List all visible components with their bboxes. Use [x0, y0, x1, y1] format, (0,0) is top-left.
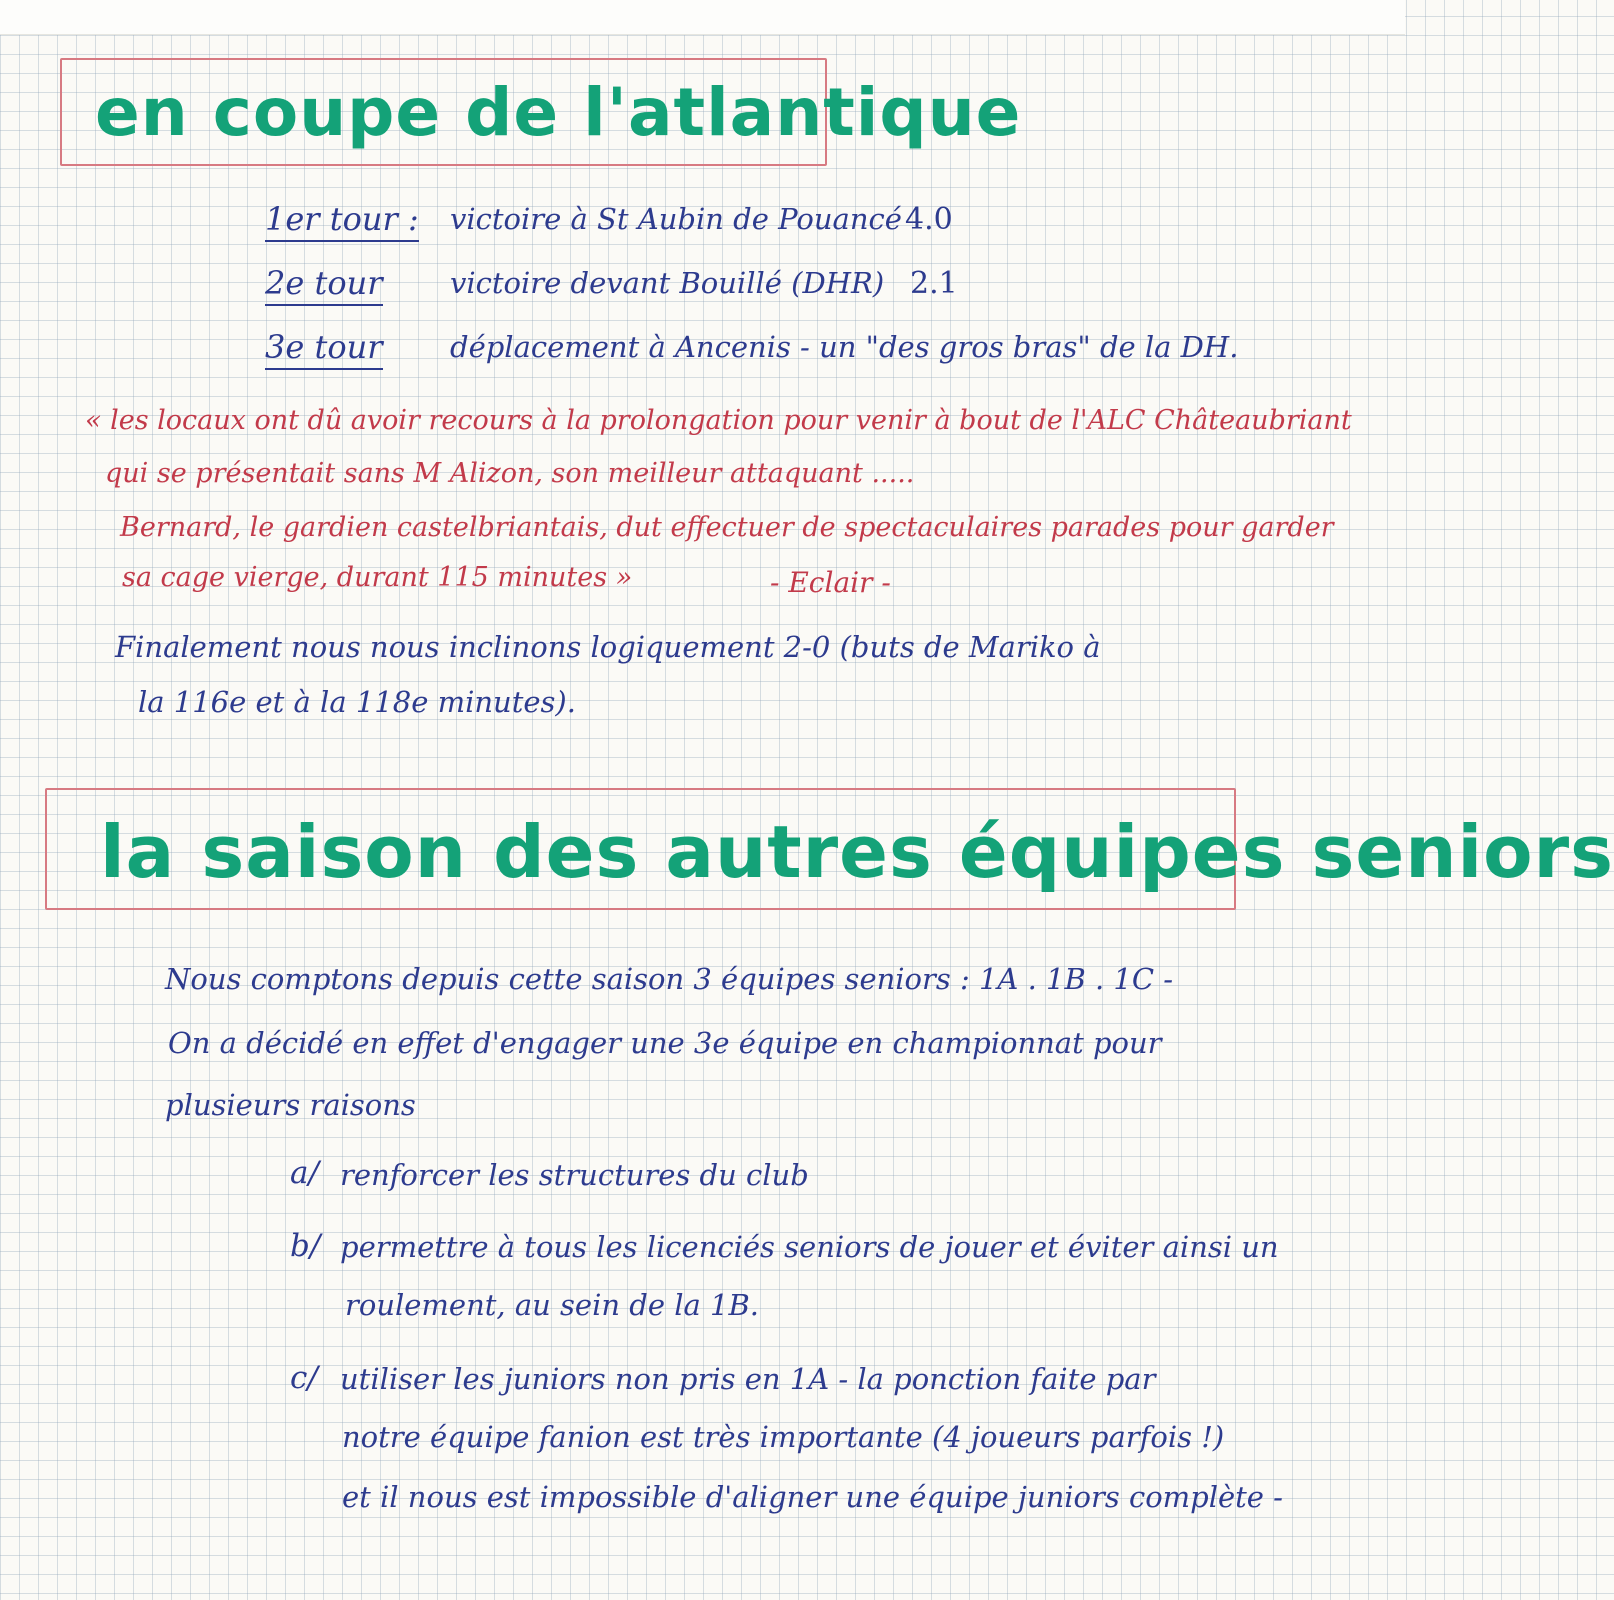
reason-marker: a/ [290, 1155, 319, 1191]
round-description: victoire devant Bouillé (DHR) [450, 266, 885, 300]
conclusion-line: Finalement nous nous inclinons logiquement 2-0 (buts de Mariko à [115, 630, 1101, 664]
section2-title: la saison des autres équipes seniors [100, 810, 1614, 894]
section1-title: en coupe de l'atlantique [95, 74, 1022, 151]
paper-top-margin [0, 0, 1405, 35]
intro-line: On a décidé en effet d'engager une 3e équipe en championnat pour [168, 1026, 1162, 1060]
press-quote-line: qui se présentait sans M Alizon, son meilleur attaquant ..... [105, 458, 915, 489]
reason-marker: b/ [290, 1228, 321, 1264]
reason-line: et il nous est impossible d'aligner une équipe juniors complète - [342, 1480, 1283, 1514]
reason-line: utiliser les juniors non pris en 1A - la ponction faite par [340, 1362, 1156, 1396]
reason-marker: c/ [290, 1360, 318, 1396]
round-label: 3e tour [265, 328, 383, 370]
conclusion-line: la 116e et à la 118e minutes). [138, 685, 576, 719]
round-score: 4.0 [905, 202, 953, 237]
reason-line: roulement, au sein de la 1B. [345, 1288, 759, 1322]
press-quote-line: Bernard, le gardien castelbriantais, dut effectuer de spectaculaires parades pour garder [120, 512, 1334, 543]
reason-line: permettre à tous les licenciés seniors de jouer et éviter ainsi un [340, 1230, 1279, 1264]
reason-line: renforcer les structures du club [340, 1158, 809, 1192]
round-label: 1er tour : [265, 200, 419, 242]
intro-line: plusieurs raisons [165, 1088, 416, 1122]
press-quote-source: - Eclair - [770, 566, 891, 599]
round-score: 2.1 [910, 266, 958, 301]
reason-line: notre équipe fanion est très importante (4 joueurs parfois !) [342, 1420, 1225, 1454]
press-quote-line: sa cage vierge, durant 115 minutes » [122, 562, 633, 593]
round-description: victoire à St Aubin de Pouancé [450, 202, 902, 236]
intro-line: Nous comptons depuis cette saison 3 équipes seniors : 1A . 1B . 1C - [165, 962, 1174, 996]
round-description: déplacement à Ancenis - un "des gros bras" de la DH. [450, 330, 1239, 364]
round-label: 2e tour [265, 264, 383, 306]
press-quote-line: « les locaux ont dû avoir recours à la prolongation pour venir à bout de l'ALC Châteaubriant [85, 405, 1352, 436]
